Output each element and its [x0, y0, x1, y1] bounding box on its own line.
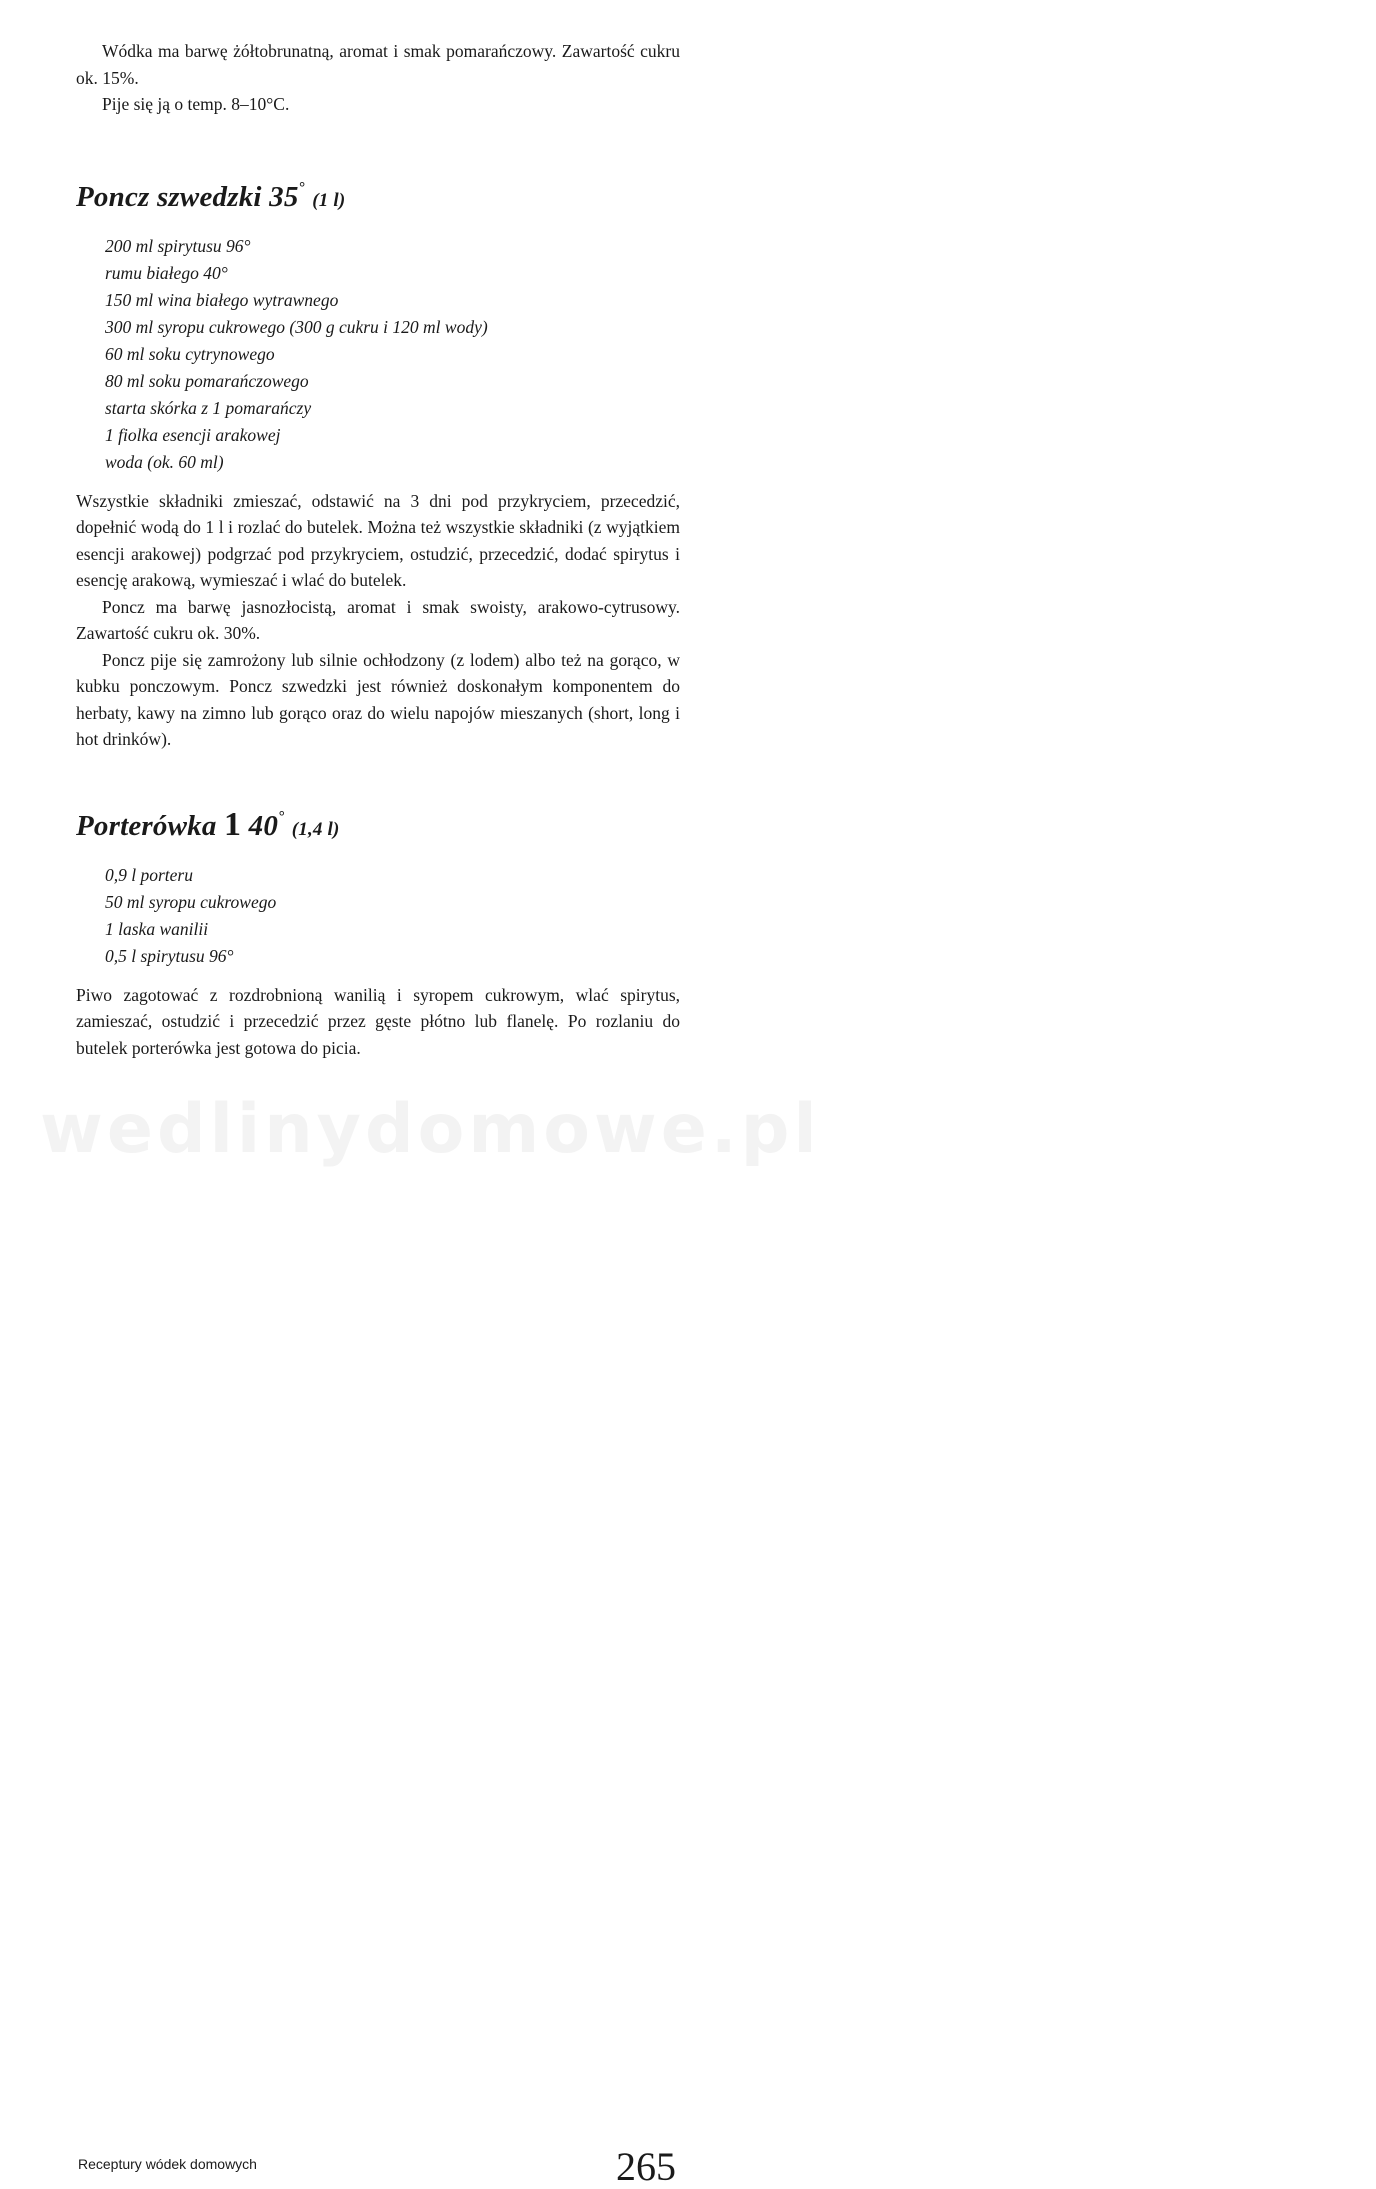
ingredient-item: starta skórka z 1 pomarańczy	[105, 397, 312, 418]
recipe-yield: (1,4 l)	[291, 818, 340, 840]
serving-paragraph: Poncz pije się zamrożony lub silnie ochłodzony (z lodem) albo też na gorąco, w kubku ponczowym. Poncz szwedzki jest również doskonałym komponentem do herbaty, kawy na zimno lub gorąco oraz do wielu napojów mieszanych (short, long i hot drinków).	[76, 649, 680, 749]
recipe-title-porterowka	[76, 797, 680, 850]
ingredient-item: 50 ml syropu cukrowego	[105, 891, 277, 912]
running-footer: Receptury wódek domowych	[78, 2156, 257, 2172]
watermark: wedlinydomowe.pl	[40, 1090, 821, 1169]
recipe-title-text: Porterówka	[76, 809, 217, 842]
ingredient-item: 200 ml spirytusu 96°	[105, 235, 251, 256]
ingredient-item: 1 laska wanilii	[105, 918, 209, 939]
degree-symbol: °	[298, 179, 305, 196]
ingredient-item: 0,5 l spirytusu 96°	[105, 945, 234, 966]
page-body	[76, 38, 680, 1061]
ingredients-list-porterowka	[76, 862, 680, 970]
method-paragraph: Wszystkie składniki zmieszać, odstawić na 3 dni pod przykryciem, przecedzić, dopełnić wodą do 1 l i rozlać do butelek. Można też wszystkie składniki (z wyjątkiem esencji arakowej) podgrzać pod przykryciem, ostudzić, przecedzić, dodać spirytus i esencję arakową, wymieszać i wlać do butelek.	[76, 490, 680, 590]
ingredient-item: 80 ml soku pomarańczowego	[105, 370, 309, 391]
ingredients-list-poncz	[76, 233, 680, 476]
ingredient-item: 1 fiolka esencji arakowej	[105, 424, 281, 445]
ingredient-item: rumu białego 40°	[105, 262, 228, 283]
intro-paragraph: Wódka ma barwę żółtobrunatną, aromat i smak pomarańczowy. Zawartość cukru ok. 15%.	[76, 41, 680, 88]
recipe-number: 1	[224, 805, 242, 843]
intro-temperature: Pije się ją o temp. 8–10°C.	[102, 94, 290, 114]
ingredient-item: 150 ml wina białego wytrawnego	[105, 289, 339, 310]
ingredient-item: 60 ml soku cytrynowego	[105, 343, 275, 364]
method-paragraph: Piwo zagotować z rozdrobnioną wanilią i syropem cukrowym, wlać spirytus, zamieszać, ostudzić i przecedzić przez gęste płótno lub flanelę. Po rozlaniu do butelek porterówka jest gotowa do picia.	[76, 984, 680, 1058]
recipe-strength: 40	[248, 809, 279, 842]
recipe-yield: (1 l)	[312, 189, 346, 211]
recipe-title-text: Poncz szwedzki 35	[76, 180, 299, 213]
degree-symbol: °	[278, 808, 285, 825]
ingredient-item: 300 ml syropu cukrowego (300 g cukru i 120 ml wody)	[105, 316, 488, 337]
recipe-title-poncz	[76, 168, 680, 221]
description-paragraph: Poncz ma barwę jasnozłocistą, aromat i smak swoisty, arakowo-cytrusowy. Zawartość cukru ok. 30%.	[76, 596, 680, 643]
ingredient-item: 0,9 l porteru	[105, 864, 193, 885]
page-number: 265	[616, 2144, 676, 2189]
ingredient-item: woda (ok. 60 ml)	[105, 451, 224, 472]
